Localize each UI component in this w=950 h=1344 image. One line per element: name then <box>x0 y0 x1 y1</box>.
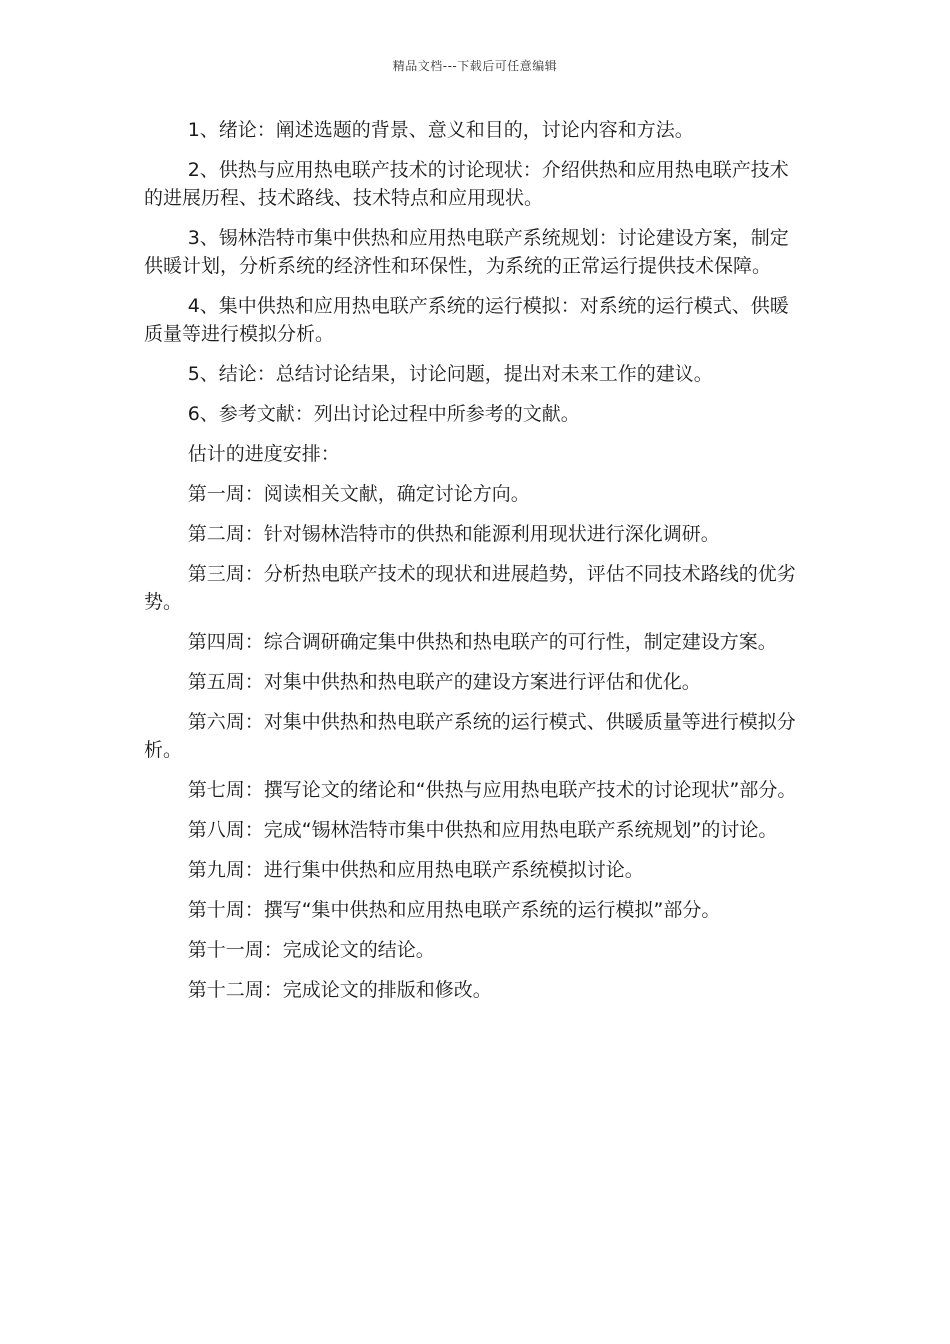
schedule-week-6: 第六周：对集中供热和热电联产系统的运行模式、供暖质量等进行模拟分析。 <box>144 711 796 761</box>
schedule-week-4: 第四周：综合调研确定集中供热和热电联产的可行性，制定建设方案。 <box>187 631 777 653</box>
outline-item-4: 4、集中供热和应用热电联产系统的运行模拟：对系统的运行模式、供暖质量等进行模拟分析。 <box>144 295 789 345</box>
schedule-week-9: 第九周：进行集中供热和应用热电联产系统模拟讨论。 <box>187 859 644 881</box>
schedule-week-10: 第十周：撰写“集中供热和应用热电联产系统的运行模拟”部分。 <box>187 899 721 921</box>
outline-item-3: 3、锡林浩特市集中供热和应用热电联产系统规划：讨论建设方案，制定供暖计划，分析系统的经济性和环保性，为系统的正常运行提供技术保障。 <box>144 227 789 277</box>
schedule-week-2: 第二周：针对锡林浩特市的供热和能源利用现状进行深化调研。 <box>187 523 720 545</box>
schedule-week-8: 第八周：完成“锡林浩特市集中供热和应用热电联产系统规划”的讨论。 <box>187 819 778 841</box>
schedule-week-5: 第五周：对集中供热和热电联产的建设方案进行评估和优化。 <box>187 671 701 693</box>
outline-item-5: 5、结论：总结讨论结果，讨论问题，提出对未来工作的建议。 <box>187 363 713 385</box>
schedule-week-7: 第七周：撰写论文的绪论和“供热与应用热电联产技术的讨论现状”部分。 <box>187 779 797 801</box>
schedule-week-11: 第十一周：完成论文的结论。 <box>187 939 435 961</box>
schedule-week-12: 第十二周：完成论文的排版和修改。 <box>187 979 492 1001</box>
page-header: 精品文档---下载后可任意编辑 <box>392 59 558 73</box>
schedule-heading: 估计的进度安排： <box>187 443 340 465</box>
outline-item-2: 2、供热与应用热电联产技术的讨论现状：介绍供热和应用热电联产技术的进展历程、技术路线、技术特点和应用现状。 <box>144 159 789 209</box>
outline-item-1: 1、绪论：阐述选题的背景、意义和目的，讨论内容和方法。 <box>187 119 694 141</box>
schedule-week-3: 第三周：分析热电联产技术的现状和进展趋势，评估不同技术路线的优劣势。 <box>144 563 796 613</box>
outline-item-6: 6、参考文献：列出讨论过程中所参考的文献。 <box>187 403 580 425</box>
schedule-week-1: 第一周：阅读相关文献，确定讨论方向。 <box>187 483 530 505</box>
document-body <box>144 116 806 1016</box>
